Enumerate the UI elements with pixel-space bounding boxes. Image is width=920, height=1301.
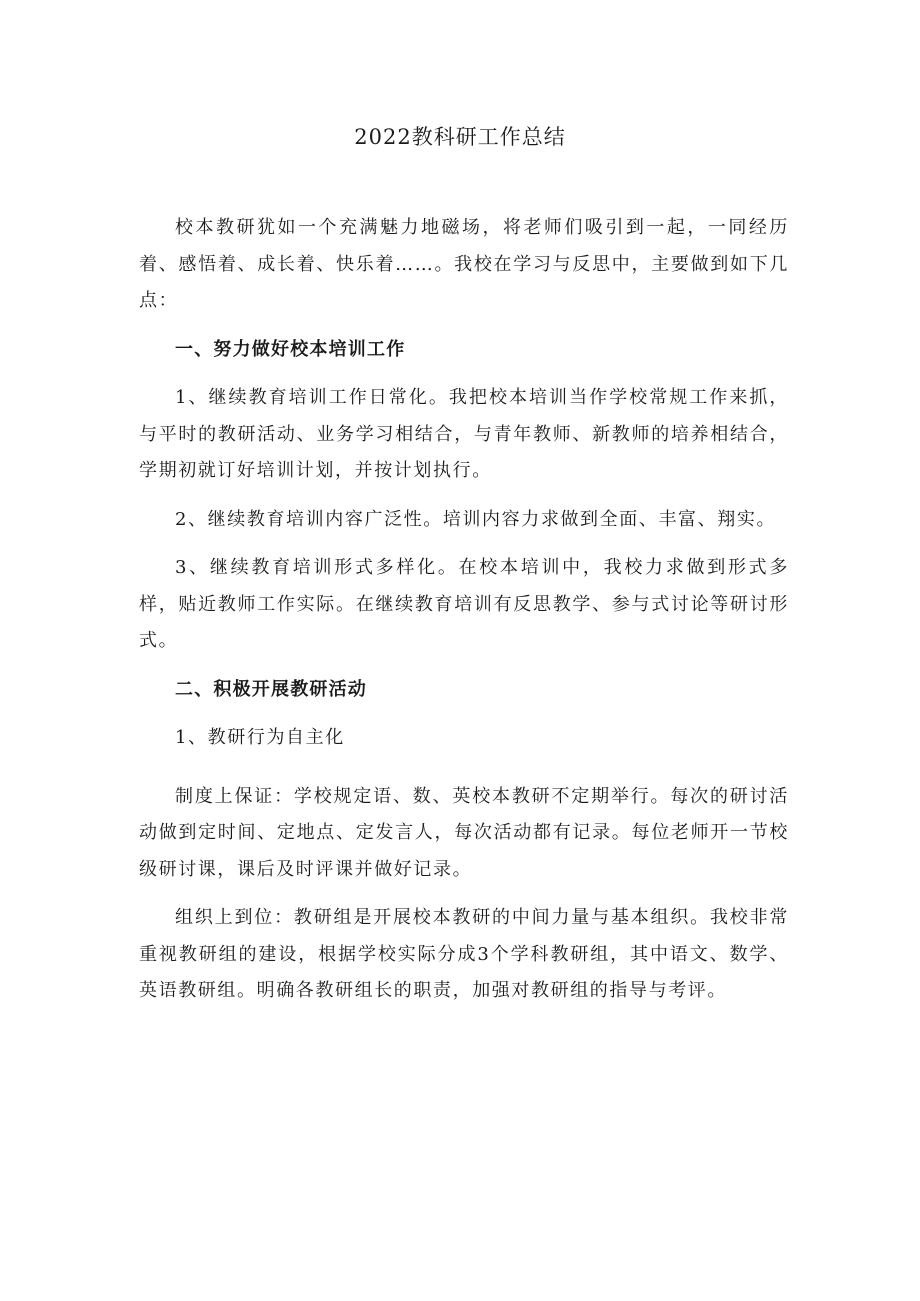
section-heading-2: 二、积极开展教研活动: [175, 678, 367, 700]
page-title: 2022教科研工作总结: [354, 125, 566, 149]
document-body: [139, 210, 789, 1022]
paragraph-3: 3、继续教育培训形式多样化。在校本培训中，我校力求做到形式多样，贴近教师工作实际。在继续教育培训有反思教学、参与式讨论等研讨形式。: [139, 557, 789, 651]
paragraph-6: 组织上到位：教研组是开展校本教研的中间力量与基本组织。我校非常重视教研组的建设，根据学校实际分成3个学科教研组，其中语文、数学、英语教研组。明确各教研组长的职责，加强对教研组的指导与考评。: [139, 907, 789, 1001]
paragraph-5: 制度上保证：学校规定语、数、英校本教研不定期举行。每次的研讨活动做到定时间、定地点、定发言人，每次活动都有记录。每位老师开一节校级研讨课，课后及时评课并做好记录。: [139, 785, 789, 880]
paragraph-4: 1、教研行为自主化: [175, 727, 345, 748]
section-heading-1: 一、努力做好校本培训工作: [175, 338, 406, 360]
paragraph-1: 1、继续教育培训工作日常化。我把校本培训当作学校常规工作来抓，与平时的教研活动、业务学习相结合，与青年教师、新教师的培养相结合，学期初就订好培训计划，并按计划执行。: [139, 387, 789, 481]
paragraph-2: 2、继续教育培训内容广泛性。培训内容力求做到全面、丰富、翔实。: [175, 508, 777, 530]
intro-paragraph: 校本教研犹如一个充满魅力地磁场，将老师们吸引到一起，一同经历着、感悟着、成长着、快乐着……。我校在学习与反思中，主要做到如下几点：: [139, 217, 789, 311]
